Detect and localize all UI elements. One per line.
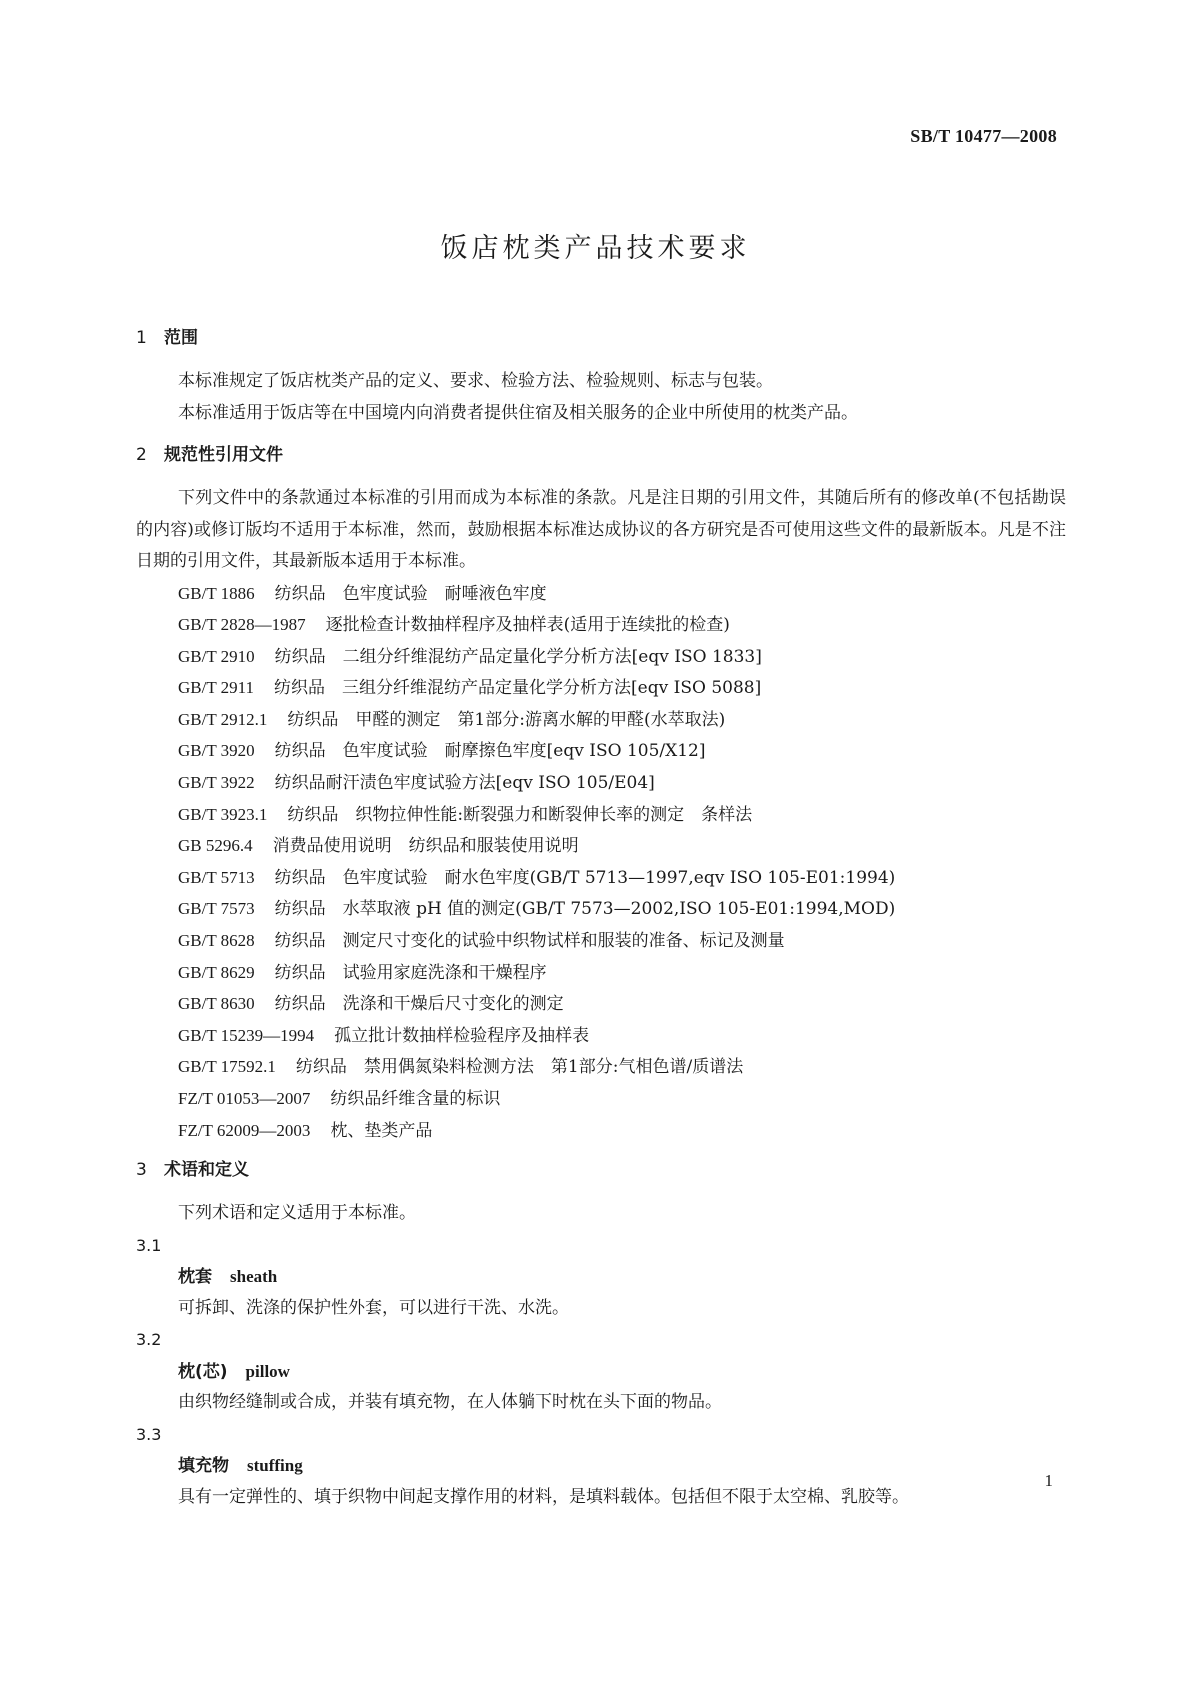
reference-item — [136, 578, 1066, 610]
reference-code: GB/T 8628 — [178, 931, 255, 951]
paragraph: 本标准规定了饭店枕类产品的定义、要求、检验方法、检验规则、标志与包装。 — [178, 371, 773, 391]
reference-code: GB/T 2912.1 — [178, 709, 268, 729]
reference-item — [136, 609, 1066, 641]
reference-item — [136, 893, 1066, 925]
reference-item — [136, 988, 1066, 1020]
reference-code: GB/T 2828—1987 — [178, 615, 306, 635]
reference-title: 枕、垫类产品 — [330, 1120, 433, 1141]
section-number: 3 — [136, 1160, 147, 1181]
reference-title: 纺织品纤维含量的标识 — [330, 1089, 501, 1109]
section-number: 2 — [136, 445, 147, 465]
reference-code: GB/T 3920 — [178, 741, 255, 761]
section-title: 术语和定义 — [164, 1160, 249, 1181]
reference-code: FZ/T 62009—2003 — [178, 1120, 311, 1140]
reference-title: 纺织品 洗涤和干燥后尺寸变化的测定 — [274, 994, 564, 1015]
term-number: 3.3 — [136, 1424, 162, 1444]
reference-item — [136, 830, 1066, 862]
reference-code: GB 5296.4 — [178, 836, 253, 856]
term-zh: 填充物 — [178, 1456, 229, 1477]
section-title: 范围 — [164, 328, 198, 348]
term-number: 3.1 — [136, 1235, 162, 1255]
reference-item — [136, 862, 1066, 894]
section-title: 规范性引用文件 — [164, 445, 283, 465]
section-3-heading — [136, 1154, 1066, 1186]
reference-item — [136, 641, 1066, 673]
reference-item — [136, 957, 1066, 989]
reference-title: 纺织品 水萃取液 pH 值的测定(GB/T 7573—2002,ISO 105-E01:1994,MOD) — [274, 899, 896, 920]
term-number: 3.2 — [136, 1330, 162, 1350]
reference-title: 消费品使用说明 纺织品和服装使用说明 — [272, 836, 579, 857]
term-name — [136, 1356, 1066, 1388]
paragraph: 下列文件中的条款通过本标准的引用而成为本标准的条款。凡是注日期的引用文件，其随后所有的修改单(不包括勘误的内容)或修订版均不适用于本标准，然而，鼓励根据本标准达成协议的各方研究是否可使用这些文件的最新版本。凡是不注日期的引用文件，其最新版本适用于本标准。 — [136, 488, 1066, 571]
reference-code: GB/T 15239—1994 — [178, 1025, 315, 1045]
reference-code: GB/T 17592.1 — [178, 1057, 276, 1077]
section-1-heading — [136, 322, 1066, 354]
term-en: sheath — [230, 1267, 278, 1287]
term-definition: 具有一定弹性的、填于织物中间起支撑作用的材料，是填料载体。包括但不限于太空棉、乳胶等。 — [178, 1486, 909, 1507]
reference-item — [136, 1020, 1066, 1052]
reference-title: 纺织品 甲醛的测定 第1部分:游离水解的甲醛(水萃取法) — [287, 709, 726, 730]
reference-title: 孤立批计数抽样检验程序及抽样表 — [334, 1025, 590, 1046]
section-number: 1 — [136, 328, 147, 348]
reference-code: GB/T 5713 — [178, 867, 255, 887]
term-en: pillow — [245, 1361, 290, 1381]
document-body — [136, 322, 1066, 1513]
reference-title: 纺织品 二组分纤维混纺产品定量化学分析方法[eqv ISO 1833] — [274, 646, 762, 667]
paragraph: 下列术语和定义适用于本标准。 — [178, 1203, 416, 1224]
reference-code: GB/T 1886 — [178, 583, 255, 603]
reference-item — [136, 735, 1066, 767]
term-name — [136, 1450, 1066, 1482]
reference-title: 纺织品 测定尺寸变化的试验中织物试样和服装的准备、标记及测量 — [274, 931, 785, 952]
reference-item — [136, 1115, 1066, 1147]
reference-title: 纺织品 色牢度试验 耐水色牢度(GB/T 5713—1997,eqv ISO 105-E01:1994) — [274, 867, 896, 888]
term-definition: 可拆卸、洗涤的保护性外套，可以进行干洗、水洗。 — [178, 1297, 569, 1318]
term-definition: 由织物经缝制或合成，并装有填充物，在人体躺下时枕在头下面的物品。 — [178, 1392, 722, 1413]
reference-item — [136, 799, 1066, 831]
standard-number: SB/T 10477—2008 — [910, 126, 1057, 146]
reference-code: FZ/T 01053—2007 — [178, 1089, 311, 1108]
reference-item — [136, 1051, 1066, 1083]
reference-code: GB/T 7573 — [178, 899, 255, 919]
page-number: 1 — [1044, 1471, 1053, 1490]
reference-title: 纺织品 禁用偶氮染料检测方法 第1部分:气相色谱/质谱法 — [295, 1057, 744, 1078]
reference-title: 纺织品 织物拉伸性能:断裂强力和断裂伸长率的测定 条样法 — [287, 804, 753, 825]
section-2-heading — [136, 439, 1066, 471]
reference-code: GB/T 8629 — [178, 962, 255, 982]
reference-code: GB/T 2911 — [178, 678, 255, 698]
reference-code: GB/T 3922 — [178, 773, 255, 793]
document-title: 饭店枕类产品技术要求 — [440, 233, 751, 264]
reference-item — [136, 767, 1066, 799]
reference-code: GB/T 2910 — [178, 646, 255, 666]
term-name — [136, 1261, 1066, 1293]
reference-title: 纺织品 试验用家庭洗涤和干燥程序 — [274, 962, 547, 983]
reference-item — [136, 1083, 1066, 1115]
normative-reference-list — [136, 578, 1066, 1147]
reference-code: GB/T 3923.1 — [178, 804, 268, 824]
term-zh: 枕(芯) — [178, 1361, 228, 1382]
reference-title: 纺织品耐汗渍色牢度试验方法[eqv ISO 105/E04] — [274, 773, 655, 794]
reference-code: GB/T 8630 — [178, 994, 255, 1014]
reference-item — [136, 672, 1066, 704]
term-zh: 枕套 — [178, 1267, 212, 1288]
reference-title: 逐批检查计数抽样程序及抽样表(适用于连续批的检查) — [325, 615, 730, 636]
reference-title: 纺织品 色牢度试验 耐唾液色牢度 — [274, 583, 547, 604]
reference-item — [136, 704, 1066, 736]
reference-title: 纺织品 三组分纤维混纺产品定量化学分析方法[eqv ISO 5088] — [274, 678, 762, 699]
reference-item — [136, 925, 1066, 957]
paragraph: 本标准适用于饭店等在中国境内向消费者提供住宿及相关服务的企业中所使用的枕类产品。 — [178, 402, 858, 423]
reference-title: 纺织品 色牢度试验 耐摩擦色牢度[eqv ISO 105/X12] — [274, 741, 706, 762]
term-en: stuffing — [247, 1456, 303, 1476]
